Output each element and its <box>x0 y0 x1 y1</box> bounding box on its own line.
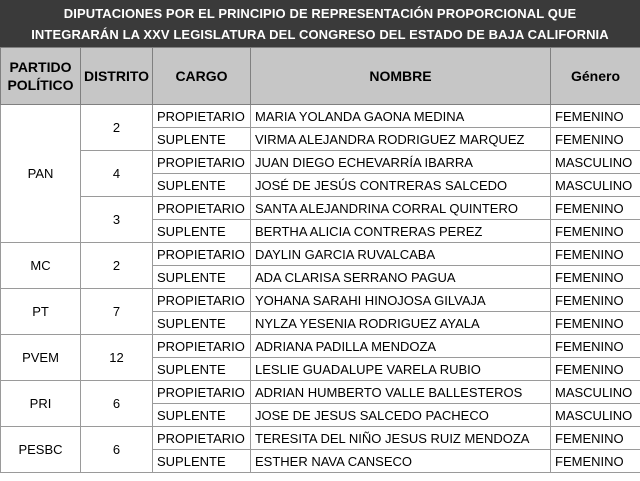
table-row <box>1 427 640 450</box>
header-partido <box>1 48 81 105</box>
genero-cell: FEMENINO <box>551 358 640 381</box>
header-distrito: DISTRITO <box>81 48 153 105</box>
party-cell: MC <box>1 243 81 289</box>
genero-cell: FEMENINO <box>551 105 640 128</box>
title-line-2: INTEGRARÁN LA XXV LEGISLATURA DEL CONGRESO DEL ESTADO DE BAJA CALIFORNIA <box>31 26 609 42</box>
genero-cell: MASCULINO <box>551 404 640 427</box>
genero-cell: MASCULINO <box>551 381 640 404</box>
table-row <box>1 381 640 404</box>
cargo-cell: PROPIETARIO <box>153 197 251 220</box>
genero-cell: FEMENINO <box>551 266 640 289</box>
district-cell: 4 <box>81 151 153 197</box>
cargo-cell: PROPIETARIO <box>153 381 251 404</box>
cargo-cell: PROPIETARIO <box>153 427 251 450</box>
genero-cell: MASCULINO <box>551 151 640 174</box>
title-line-1: DIPUTACIONES POR EL PRINCIPIO DE REPRESENTACIÓN PROPORCIONAL QUE <box>63 5 577 21</box>
deputies-table <box>0 47 640 473</box>
table-row <box>1 335 640 358</box>
table-title <box>0 0 640 47</box>
nombre-cell: ESTHER NAVA CANSECO <box>251 450 551 473</box>
nombre-cell: YOHANA SARAHI HINOJOSA GILVAJA <box>251 289 551 312</box>
table-row <box>1 105 640 128</box>
nombre-cell: JOSE DE JESUS SALCEDO PACHECO <box>251 404 551 427</box>
genero-cell: FEMENINO <box>551 450 640 473</box>
cargo-cell: PROPIETARIO <box>153 105 251 128</box>
cargo-cell: PROPIETARIO <box>153 289 251 312</box>
district-cell: 6 <box>81 427 153 473</box>
genero-cell: FEMENINO <box>551 427 640 450</box>
header-row <box>1 48 640 105</box>
header-nombre: NOMBRE <box>251 48 551 105</box>
district-cell: 7 <box>81 289 153 335</box>
nombre-cell: LESLIE GUADALUPE VARELA RUBIO <box>251 358 551 381</box>
nombre-cell: ADRIAN HUMBERTO VALLE BALLESTEROS <box>251 381 551 404</box>
cargo-cell: SUPLENTE <box>153 220 251 243</box>
table-row <box>1 151 640 174</box>
table-body <box>1 105 640 473</box>
cargo-cell: SUPLENTE <box>153 404 251 427</box>
header-partido-line2: POLÍTICO <box>7 77 74 93</box>
table-row <box>1 289 640 312</box>
cargo-cell: PROPIETARIO <box>153 243 251 266</box>
nombre-cell: DAYLIN GARCIA RUVALCABA <box>251 243 551 266</box>
cargo-cell: SUPLENTE <box>153 266 251 289</box>
cargo-cell: SUPLENTE <box>153 128 251 151</box>
nombre-cell: ADRIANA PADILLA MENDOZA <box>251 335 551 358</box>
genero-cell: FEMENINO <box>551 197 640 220</box>
table-row <box>1 243 640 266</box>
nombre-cell: VIRMA ALEJANDRA RODRIGUEZ MARQUEZ <box>251 128 551 151</box>
nombre-cell: JOSÉ DE JESÚS CONTRERAS SALCEDO <box>251 174 551 197</box>
cargo-cell: PROPIETARIO <box>153 335 251 358</box>
district-cell: 2 <box>81 105 153 151</box>
genero-cell: FEMENINO <box>551 312 640 335</box>
header-cargo: CARGO <box>153 48 251 105</box>
nombre-cell: ADA CLARISA SERRANO PAGUA <box>251 266 551 289</box>
nombre-cell: SANTA ALEJANDRINA CORRAL QUINTERO <box>251 197 551 220</box>
party-cell: PVEM <box>1 335 81 381</box>
header-genero: Género <box>551 48 640 105</box>
cargo-cell: SUPLENTE <box>153 450 251 473</box>
party-cell: PT <box>1 289 81 335</box>
nombre-cell: JUAN DIEGO ECHEVARRÍA IBARRA <box>251 151 551 174</box>
table-row <box>1 197 640 220</box>
genero-cell: FEMENINO <box>551 128 640 151</box>
district-cell: 3 <box>81 197 153 243</box>
district-cell: 12 <box>81 335 153 381</box>
nombre-cell: MARIA YOLANDA GAONA MEDINA <box>251 105 551 128</box>
nombre-cell: BERTHA ALICIA CONTRERAS PEREZ <box>251 220 551 243</box>
cargo-cell: SUPLENTE <box>153 358 251 381</box>
nombre-cell: NYLZA YESENIA RODRIGUEZ AYALA <box>251 312 551 335</box>
genero-cell: FEMENINO <box>551 289 640 312</box>
party-cell: PESBC <box>1 427 81 473</box>
cargo-cell: SUPLENTE <box>153 312 251 335</box>
nombre-cell: TERESITA DEL NIÑO JESUS RUIZ MENDOZA <box>251 427 551 450</box>
party-cell: PAN <box>1 105 81 243</box>
party-cell: PRI <box>1 381 81 427</box>
genero-cell: MASCULINO <box>551 174 640 197</box>
cargo-cell: PROPIETARIO <box>153 151 251 174</box>
district-cell: 6 <box>81 381 153 427</box>
header-partido-line1: PARTIDO <box>9 59 72 75</box>
genero-cell: FEMENINO <box>551 220 640 243</box>
genero-cell: FEMENINO <box>551 335 640 358</box>
genero-cell: FEMENINO <box>551 243 640 266</box>
district-cell: 2 <box>81 243 153 289</box>
cargo-cell: SUPLENTE <box>153 174 251 197</box>
